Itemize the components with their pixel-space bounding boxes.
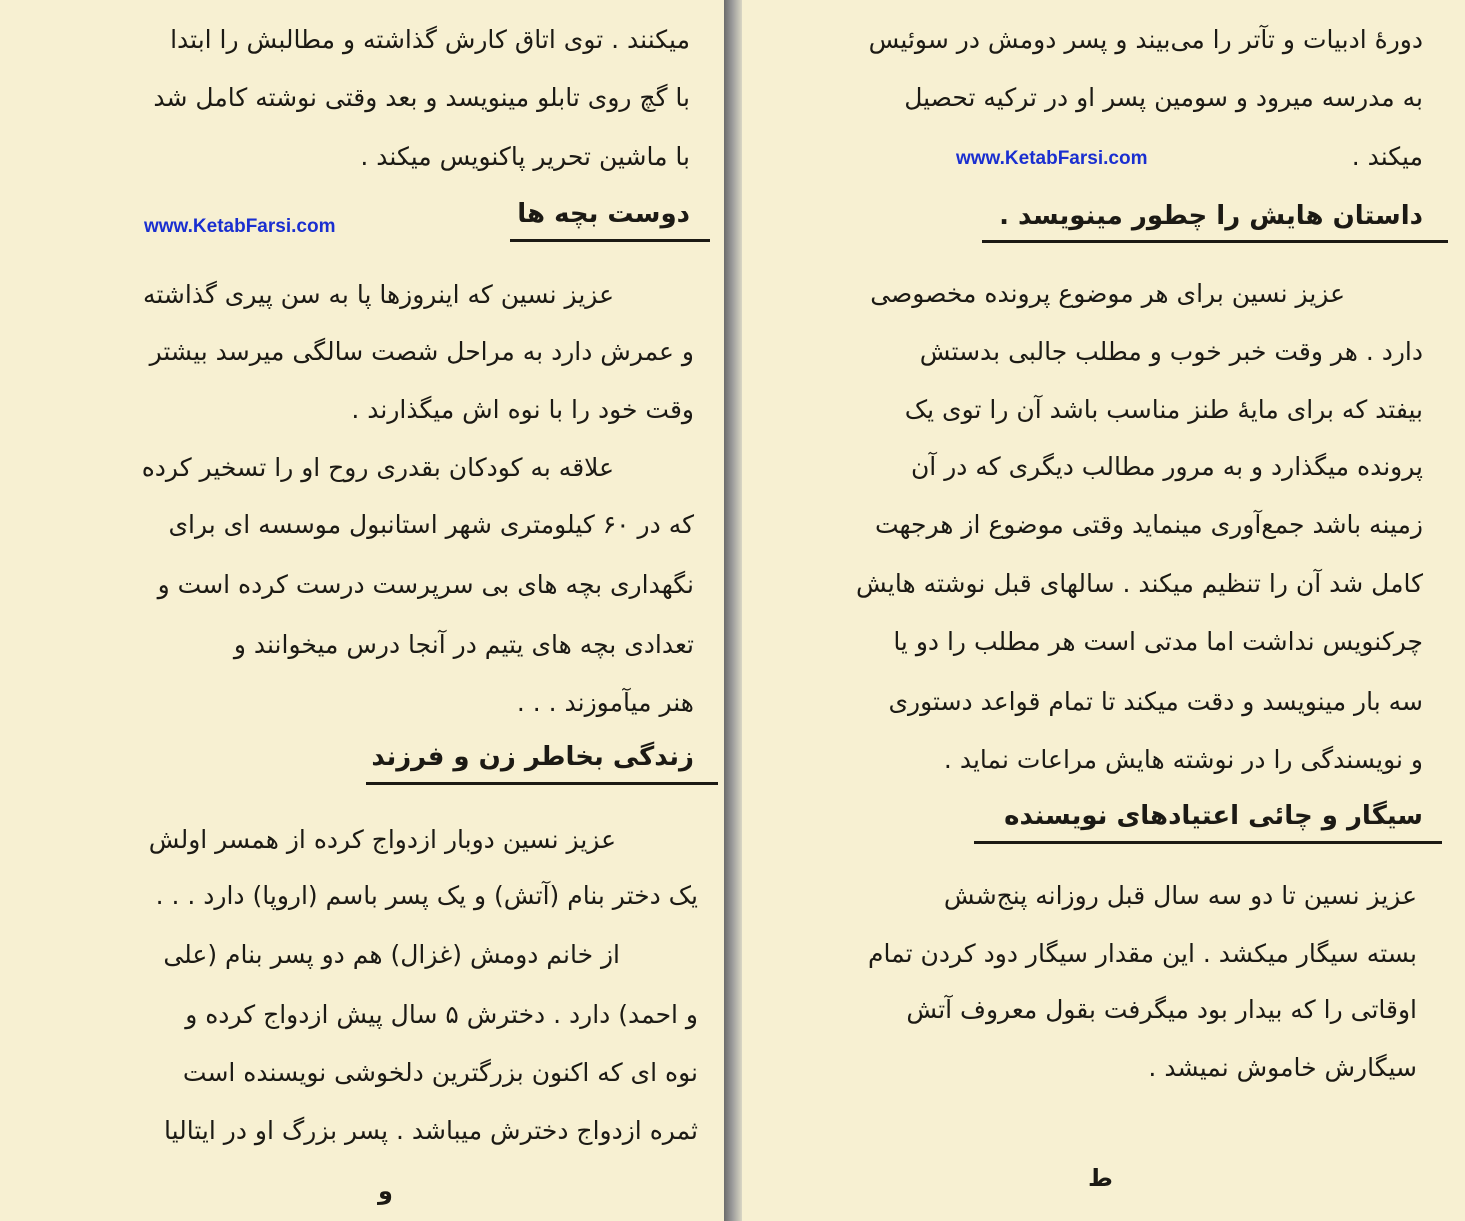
right-paragraph-line: عزیز نسین تا دو سه سال قبل روزانه پنج‌شش [943, 881, 1417, 910]
left-paragraph-line: نوه ای که اکنون بزرگترین دلخوشی نویسنده است [182, 1058, 698, 1087]
right-paragraph-line: اوقاتی را که بیدار بود میگرفت بقول معروف آتش [906, 995, 1417, 1024]
heading-underline [982, 240, 1448, 243]
section-heading-how-writes: داستان هایش را چطور مینویسد . [999, 201, 1423, 231]
section-heading-family: زندگی بخاطر زن و فرزند [371, 742, 694, 772]
left-paragraph-line: نگهداری بچه های بی سرپرست درست کرده است و [157, 570, 694, 599]
right-paragraph-line: سه بار مینویسد و دقت میکند تا تمام قواعد دستوری [888, 687, 1423, 716]
left-paragraph-line: عزیز نسین که اینروزها پا به سن پیری گذاشته [142, 280, 614, 309]
right-paragraph-line: عزیز نسین برای هر موضوع پرونده مخصوصی [870, 279, 1345, 308]
watermark-text: www.KetabFarsi.com [144, 216, 336, 237]
right-paragraph-line: دارد . هر وقت خبر خوب و مطلب جالبی بدستش [919, 337, 1423, 366]
heading-underline [510, 239, 710, 242]
right-paragraph-line: زمینه باشد جمع‌آوری مینماید وقتی موضوع از هرجهت [874, 510, 1423, 539]
section-heading-children: دوست بچه ها [517, 199, 690, 229]
left-paragraph-line: و احمد) دارد . دخترش ۵ سال پیش ازدواج کرده و [185, 1000, 698, 1029]
left-intro-line: با گچ روی تابلو مینویسد و بعد وقتی نوشته کامل شد [153, 83, 690, 112]
right-paragraph-line: بسته سیگار میکشد . این مقدار سیگار دود کردن تمام [868, 939, 1417, 968]
left-paragraph-line: وقت خود را با نوه اش میگذارند . [351, 395, 694, 424]
heading-underline [974, 841, 1442, 844]
section-heading-cigarettes: سیگار و چائی اعتیادهای نویسنده [1004, 801, 1423, 831]
right-paragraph-line: پرونده میگذارد و به مرور مطالب دیگری که در آن [910, 452, 1423, 481]
page-number: و [378, 1177, 393, 1205]
right-intro-line: میکند . [1351, 142, 1423, 171]
right-paragraph-line: چرکنویس نداشت اما مدتی است هر مطلب را دو یا [893, 627, 1423, 656]
left-intro-line: با ماشین تحریر پاکنویس میکند . [360, 142, 690, 171]
left-page [0, 0, 724, 1221]
left-paragraph-line: تعدادی بچه های یتیم در آنجا درس میخوانند و [233, 630, 694, 659]
right-paragraph-line: بیفتد که برای مایه‌ٔ طنز مناسب باشد آن را توی یک [904, 395, 1423, 424]
left-intro-line: میکنند . توی اتاق کارش گذاشته و مطالبش را ابتدا [170, 25, 690, 54]
book-gutter [724, 0, 742, 1221]
right-page [742, 0, 1465, 1221]
watermark-text: www.KetabFarsi.com [956, 148, 1148, 169]
right-intro-line: به مدرسه میرود و سومین پسر او در ترکیه تحصیل [904, 83, 1423, 112]
right-paragraph-line: و نویسندگی را در نوشته هایش مراعات نماید . [943, 745, 1423, 774]
heading-underline [366, 782, 718, 785]
left-paragraph-line: علاقه به کودکان بقدری روح او را تسخیر کرده [141, 453, 614, 482]
page-number: ط [1088, 1164, 1113, 1192]
right-paragraph-line: کامل شد آن را تنظیم میکند . سالهای قبل نوشته هایش [856, 569, 1423, 598]
left-paragraph-line: و عمرش دارد به مراحل شصت سالگی میرسد بیشتر [149, 337, 694, 366]
left-paragraph-line: یک دختر بنام (آتش) و یک پسر باسم (اروپا) دارد . . . [155, 881, 698, 910]
right-intro-line: دوره‌ٔ ادبیات و تآتر را می‌بیند و پسر دومش در سوئیس [868, 25, 1423, 54]
right-paragraph-line: سیگارش خاموش نمیشد . [1148, 1053, 1417, 1082]
left-paragraph-line: عزیز نسین دوبار ازدواج کرده از همسر اولش [148, 825, 616, 854]
left-paragraph-line: که در ۶۰ کیلومتری شهر استانبول موسسه ای برای [168, 510, 694, 539]
left-paragraph-line: هنر میآموزند . . . [516, 688, 694, 717]
left-paragraph-line: از خانم دومش (غزال) هم دو پسر بنام (علی [163, 940, 620, 969]
left-paragraph-line: ثمره ازدواج دخترش میباشد . پسر بزرگ او در ایتالیا [163, 1116, 698, 1145]
